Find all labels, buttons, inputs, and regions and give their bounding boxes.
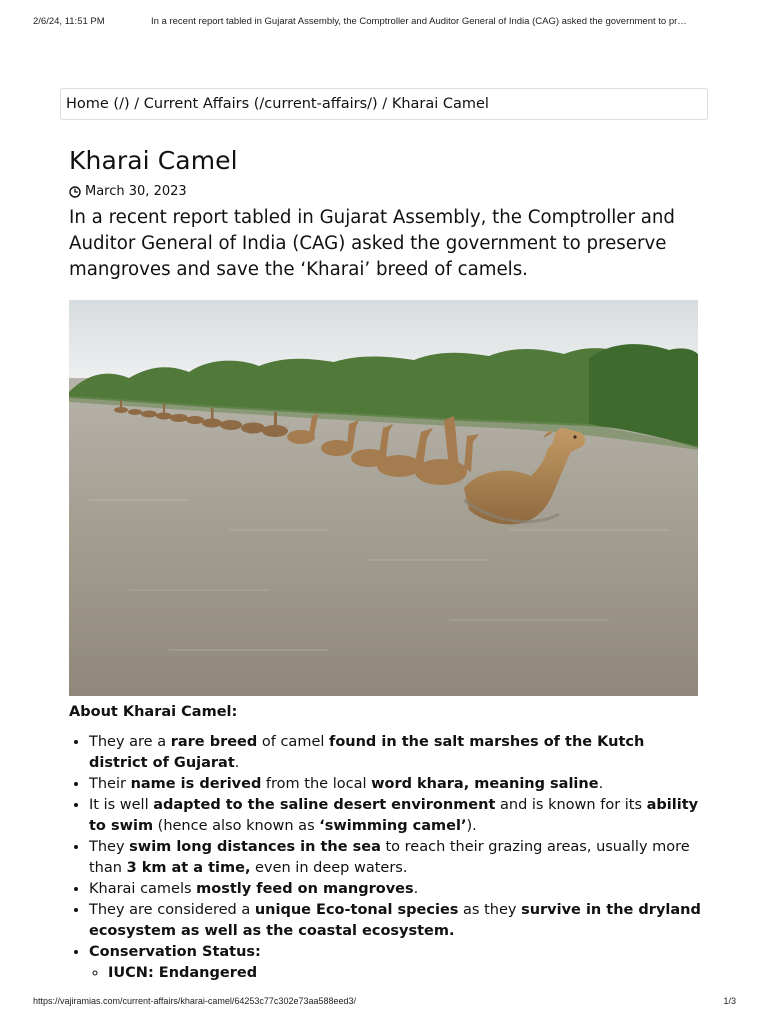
fact-text: . <box>413 881 419 897</box>
fact-text-bold: survive in the dryland ecosystem as well as the coastal ecosystem. <box>89 902 701 939</box>
fact-text-bold: ‘swimming camel’ <box>319 818 467 834</box>
fact-text: They are considered a <box>89 902 255 918</box>
fact-subitem <box>108 963 704 984</box>
fact-item <box>89 900 704 942</box>
camels-in-water-photo <box>69 300 698 696</box>
fact-text-bold: unique Eco-tonal species <box>254 902 459 918</box>
about-heading: About Kharai Camel: <box>69 704 238 720</box>
print-datetime: 2/6/24, 11:51 PM <box>33 16 105 27</box>
fact-text: of camel <box>257 734 330 750</box>
fact-text-bold: ability to swim <box>89 797 699 834</box>
fact-text: Kharai camels <box>89 881 197 897</box>
breadcrumb-separator: / <box>129 96 144 112</box>
fact-item <box>89 837 704 879</box>
fact-text: ). <box>466 818 477 834</box>
fact-text-bold: adapted to the saline desert environment <box>153 797 496 813</box>
print-footer <box>0 996 768 1010</box>
print-url: https://vajiramias.com/current-affairs/kharai-camel/64253c77c302e73aa588eed3/ <box>33 996 357 1006</box>
fact-text-bold: found in the salt marshes of the Kutch district of Gujarat <box>89 734 645 771</box>
hero-image <box>69 300 698 696</box>
fact-text-bold: IUCN: Endangered <box>108 965 258 981</box>
fact-text: They <box>89 839 130 855</box>
facts-list <box>89 732 704 984</box>
breadcrumb <box>60 88 708 120</box>
fact-text: and is known for its <box>495 797 647 813</box>
fact-text: to reach their grazing areas, usually more than <box>89 839 690 876</box>
fact-text-bold: swim long distances in the sea <box>129 839 381 855</box>
fact-sublist <box>108 963 704 984</box>
fact-item <box>89 795 704 837</box>
fact-text: It is well <box>89 797 154 813</box>
fact-text: Their <box>89 776 131 792</box>
breadcrumb-current-affairs-link[interactable]: Current Affairs (/current-affairs/) <box>143 96 378 112</box>
breadcrumb-current-page: Kharai Camel <box>391 96 489 112</box>
fact-item <box>89 774 704 795</box>
page-number: 1/3 <box>723 996 736 1006</box>
print-document-title: In a recent report tabled in Gujarat Assembly, the Comptroller and Auditor General of India (CAG) asked the government to pr… <box>151 16 687 27</box>
fact-item <box>89 942 704 984</box>
breadcrumb-separator: / <box>377 96 392 112</box>
fact-text: They are a <box>89 734 171 750</box>
fact-text-bold: word khara, meaning saline <box>371 776 599 792</box>
fact-text: . <box>598 776 604 792</box>
fact-text-bold: rare breed <box>170 734 258 750</box>
fact-item <box>89 879 704 900</box>
article-lead: In a recent report tabled in Gujarat Assembly, the Comptroller and Auditor General of India (CAG) asked the government to preserve mangroves and save the ‘Kharai’ breed of camels. <box>69 207 675 280</box>
fact-text: (hence also known as <box>153 818 320 834</box>
fact-text: from the local <box>261 776 372 792</box>
post-date-text: March 30, 2023 <box>85 184 187 199</box>
fact-text: as they <box>458 902 522 918</box>
fact-text-bold: 3 km at a time, <box>126 860 251 876</box>
clock-icon <box>69 186 81 198</box>
page-title: Kharai Camel <box>69 146 238 175</box>
fact-text: even in deep waters. <box>250 860 408 876</box>
fact-item <box>89 732 704 774</box>
breadcrumb-home-link[interactable]: Home (/) <box>66 96 130 112</box>
fact-text-bold: Conservation Status: <box>89 944 261 960</box>
print-header <box>0 14 768 30</box>
post-date <box>69 183 187 201</box>
fact-text-bold: name is derived <box>130 776 262 792</box>
fact-text-bold: mostly feed on mangroves <box>196 881 414 897</box>
fact-text: . <box>234 755 240 771</box>
